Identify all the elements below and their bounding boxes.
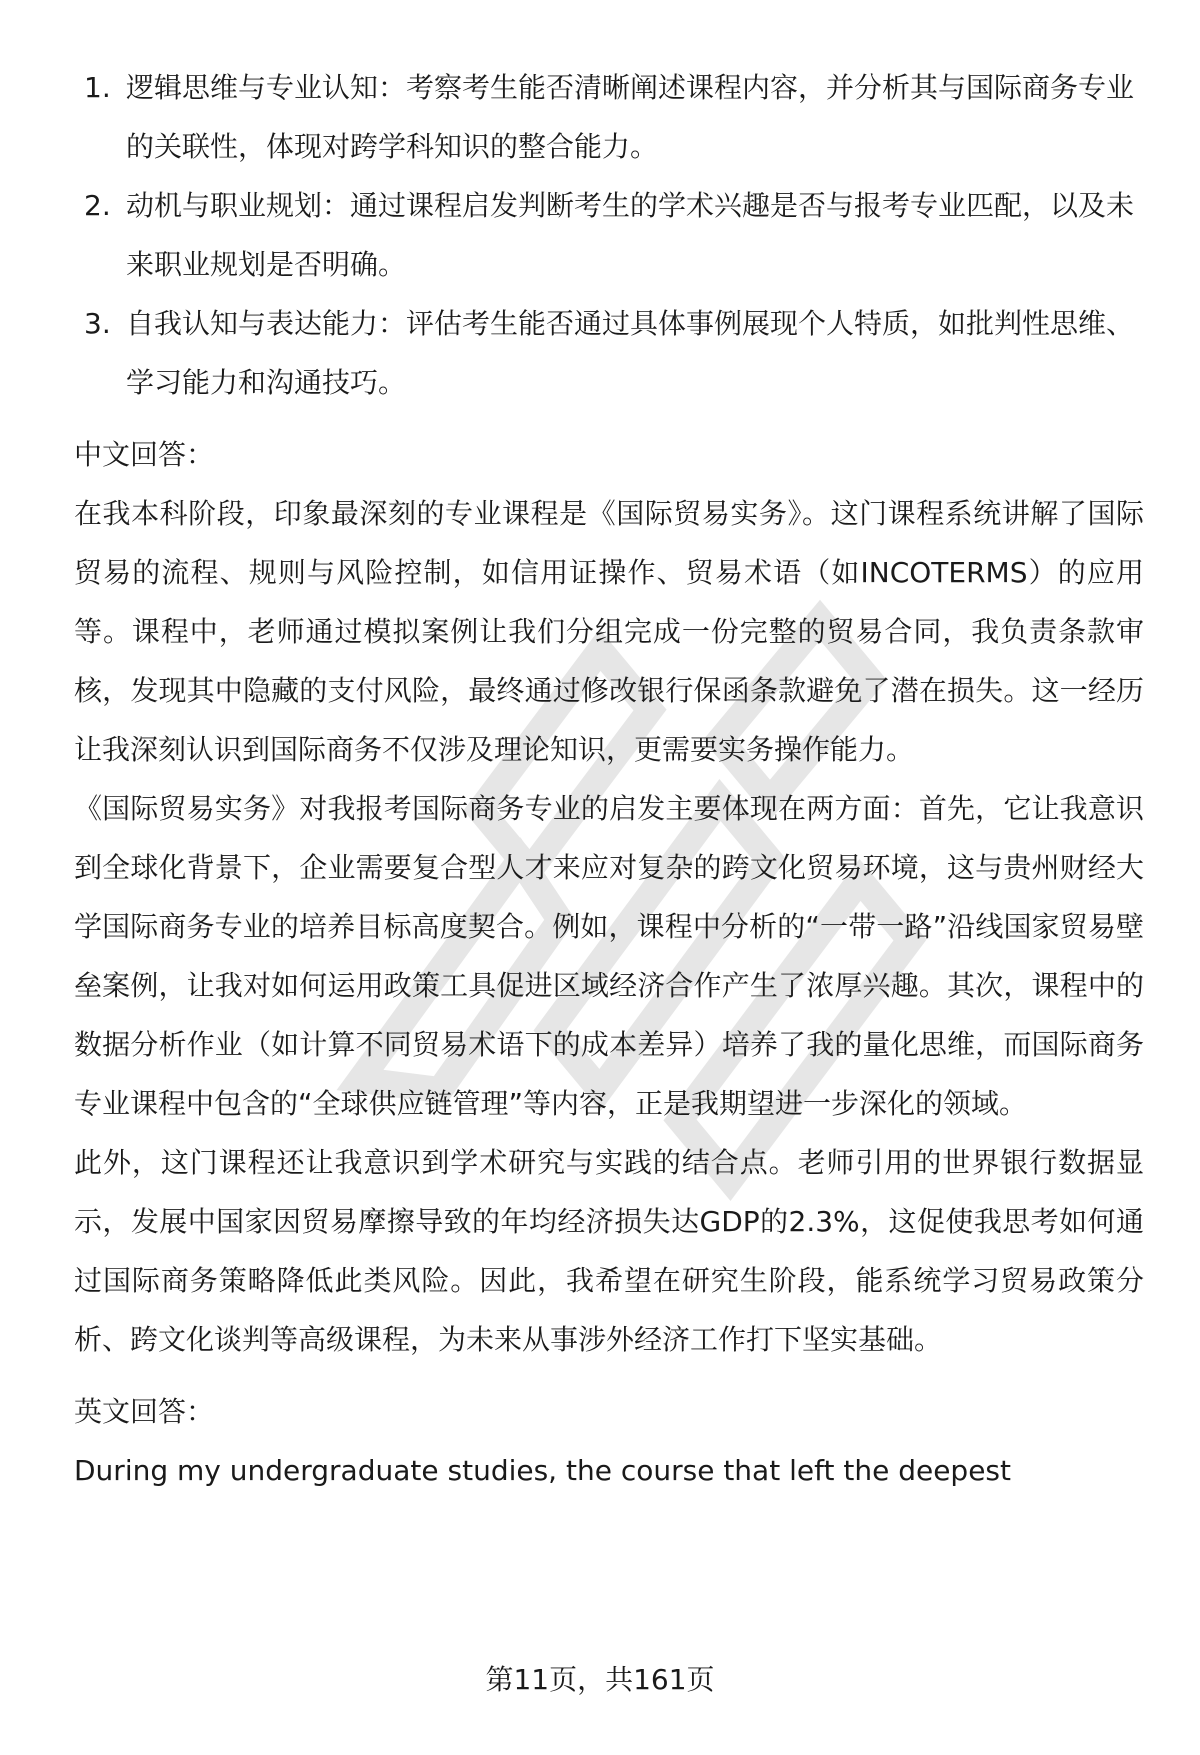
list-number: 2. — [84, 189, 111, 222]
english-answer-heading: 英文回答： — [74, 1395, 215, 1428]
list-number: 3. — [84, 307, 111, 340]
list-item-text: 逻辑思维与专业认知：考察考生能否清晰阐述课程内容，并分析其与国际商务专业的关联性，体现对跨学科知识的整合能力。 — [126, 71, 1135, 163]
chinese-answer-paragraph-3: 此外，这门课程还让我意识到学术研究与实践的结合点。老师引用的世界银行数据显示，发展中国家因贸易摩擦导致的年均经济损失达GDP的2.3%，这促使我思考如何通过国际商务策略降低此类风险。因此，我希望在研究生阶段，能系统学习贸易政策分析、跨文化谈判等高级课程，为未来从事涉外经济工作打下坚实基础。 — [74, 1146, 1144, 1356]
english-answer-first-line: During my undergraduate studies, the course that left the deepest — [74, 1454, 1011, 1487]
list-item — [74, 176, 1144, 294]
document-content — [74, 58, 1144, 1500]
list-item — [74, 294, 1144, 412]
list-item-text: 动机与职业规划：通过课程启发判断考生的学术兴趣是否与报考专业匹配，以及未来职业规划是否明确。 — [126, 189, 1135, 281]
page-number-footer: 第11页，共161页 — [485, 1663, 715, 1696]
chinese-answer-paragraph-1: 在我本科阶段，印象最深刻的专业课程是《国际贸易实务》。这门课程系统讲解了国际贸易的流程、规则与风险控制，如信用证操作、贸易术语（如INCOTERMS）的应用等。课程中，老师通过模拟案例让我们分组完成一份完整的贸易合同，我负责条款审核，发现其中隐藏的支付风险，最终通过修改银行保函条款避免了潜在损失。这一经历让我深刻认识到国际商务不仅涉及理论知识，更需要实务操作能力。 — [74, 497, 1144, 766]
list-item-text: 自我认知与表达能力：评估考生能否通过具体事例展现个人特质，如批判性思维、学习能力和沟通技巧。 — [126, 307, 1135, 399]
chinese-answer-heading: 中文回答： — [74, 438, 215, 471]
list-number: 1. — [84, 71, 111, 104]
chinese-answer-paragraph-2: 《国际贸易实务》对我报考国际商务专业的启发主要体现在两方面：首先，它让我意识到全球化背景下，企业需要复合型人才来应对复杂的跨文化贸易环境，这与贵州财经大学国际商务专业的培养目标高度契合。例如，课程中分析的“一带一路”沿线国家贸易壁垒案例，让我对如何运用政策工具促进区域经济合作产生了浓厚兴趣。其次，课程中的数据分析作业（如计算不同贸易术语下的成本差异）培养了我的量化思维，而国际商务专业课程中包含的“全球供应链管理”等内容，正是我期望进一步深化的领域。 — [74, 792, 1144, 1120]
list-item — [74, 58, 1144, 176]
evaluation-criteria-list — [74, 58, 1144, 412]
